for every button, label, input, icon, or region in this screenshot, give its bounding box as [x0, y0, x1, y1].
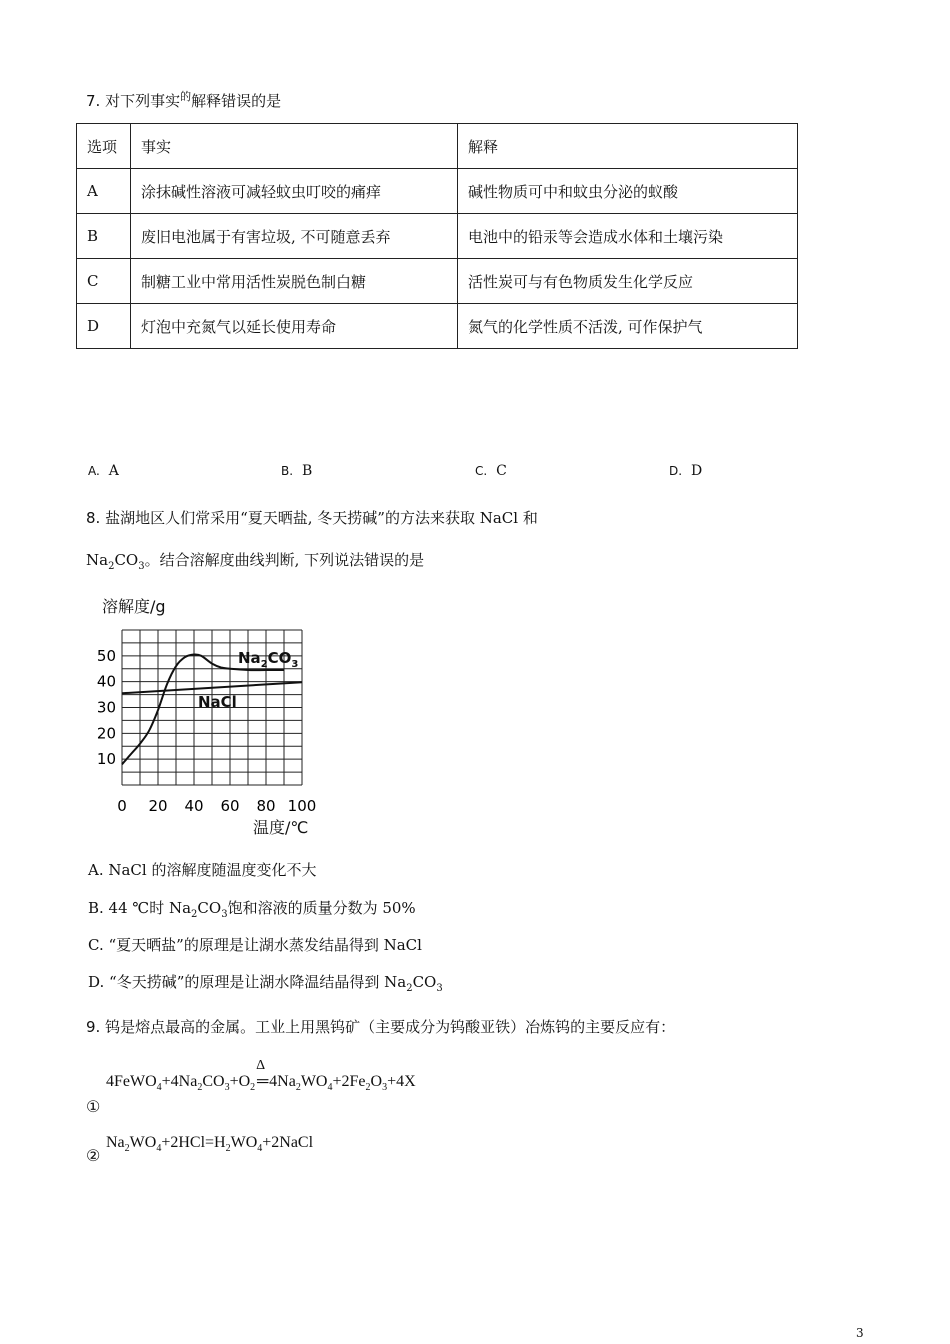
row-option: A	[77, 169, 131, 214]
y-tick-labels	[97, 647, 116, 768]
table-row	[77, 169, 798, 214]
q8-stem-line2: $Na_2CO_3$。结合溶解度曲线判断, 下列说法错误的是	[86, 551, 425, 572]
q8-option-a[interactable]: A. NaCl 的溶解度随温度变化不大	[88, 861, 317, 879]
equation-2-marker: ②	[86, 1146, 101, 1165]
row-fact: 灯泡中充氮气以延长使用寿命	[131, 304, 458, 349]
x-tick-label: 60	[220, 797, 240, 815]
equation-2: $Na_2WO_4+2HCl=H_2WO_4+2NaCl$	[106, 1134, 314, 1155]
table-row	[77, 304, 798, 349]
q7-stem-a: 对下列事实	[105, 92, 181, 110]
q9-stem: 9. 钨是熔点最高的金属。工业上用黑钨矿（主要成分为钨酸亚铁）冶炼钨的主要反应有：	[86, 1018, 676, 1036]
row-fact: 制糖工业中常用活性炭脱色制白糖	[131, 259, 458, 304]
q7-choice-d[interactable]: D. D	[669, 463, 703, 479]
q7-choice-c[interactable]: C. C	[475, 463, 507, 479]
q7-stem-sup: 的	[180, 90, 192, 103]
q7-stem	[86, 88, 281, 111]
y-tick-label: 40	[96, 672, 116, 691]
q7-number: 7.	[86, 92, 101, 110]
header-explanation: 解释	[458, 124, 798, 169]
y-axis-label: 溶解度/g	[102, 597, 166, 616]
equation-1-marker: ①	[86, 1097, 101, 1116]
series-label-na2co3: $Na_2CO_3$	[238, 649, 299, 670]
row-explanation: 电池中的铅汞等会造成水体和土壤污染	[458, 214, 798, 259]
x-axis-label: 温度/℃	[253, 818, 309, 837]
equation-1: $4FeWO_4+4Na_2CO_3+O_2$ Δ ═ $4Na_2WO_4+2Fe_2O_3+4X$	[106, 1058, 416, 1094]
header-fact: 事实	[131, 124, 458, 169]
q8-number: 8.	[86, 509, 101, 527]
x-tick-label: 40	[184, 797, 204, 815]
x-tick-label: 100	[287, 797, 317, 815]
q7-choice-a[interactable]: A. A	[88, 463, 119, 479]
header-option: 选项	[77, 124, 131, 169]
q9-number: 9.	[86, 1018, 101, 1036]
table-row	[77, 214, 798, 259]
q8-option-c[interactable]: C. “夏天晒盐”的原理是让湖水蒸发结晶得到 NaCl	[88, 936, 422, 954]
q8-stem-line1: 8. 盐湖地区人们常采用“夏天晒盐, 冬天捞碱”的方法来获取 NaCl 和	[86, 509, 538, 527]
reaction-condition: Δ ═	[256, 1058, 268, 1090]
q7-choice-b[interactable]: B. B	[281, 463, 313, 479]
q7-stem-b: 解释错误的是	[191, 92, 282, 110]
q7-table-header	[77, 124, 798, 169]
x-tick-label: 0	[117, 797, 127, 815]
q8-option-b[interactable]: B. 44 ℃时 $Na_2CO_3$饱和溶液的质量分数为 50%	[88, 899, 416, 920]
row-fact: 涂抹碱性溶液可减轻蚊虫叮咬的痛痒	[131, 169, 458, 214]
row-option: C	[77, 259, 131, 304]
x-tick-label: 20	[148, 797, 168, 815]
page-number: 3	[856, 1326, 864, 1340]
row-fact: 废旧电池属于有害垃圾, 不可随意丢弃	[131, 214, 458, 259]
solubility-chart	[80, 590, 340, 840]
table-row	[77, 259, 798, 304]
series-label-nacl: NaCl	[198, 693, 237, 711]
row-option: B	[77, 214, 131, 259]
q7-table	[76, 123, 798, 349]
row-explanation: 氮气的化学性质不活泼, 可作保护气	[458, 304, 798, 349]
y-tick-label: 50	[96, 646, 116, 665]
row-explanation: 活性炭可与有色物质发生化学反应	[458, 259, 798, 304]
row-explanation: 碱性物质可中和蚊虫分泌的蚁酸	[458, 169, 798, 214]
y-tick-label: 30	[96, 698, 116, 717]
y-tick-label: 10	[96, 750, 116, 769]
x-tick-label: 80	[256, 797, 276, 815]
q8-option-d[interactable]: D. “冬天捞碱”的原理是让湖水降温结晶得到 $Na_2CO_3$	[88, 973, 443, 994]
y-tick-label: 20	[96, 724, 116, 743]
x-tick-labels	[117, 797, 316, 815]
row-option: D	[77, 304, 131, 349]
